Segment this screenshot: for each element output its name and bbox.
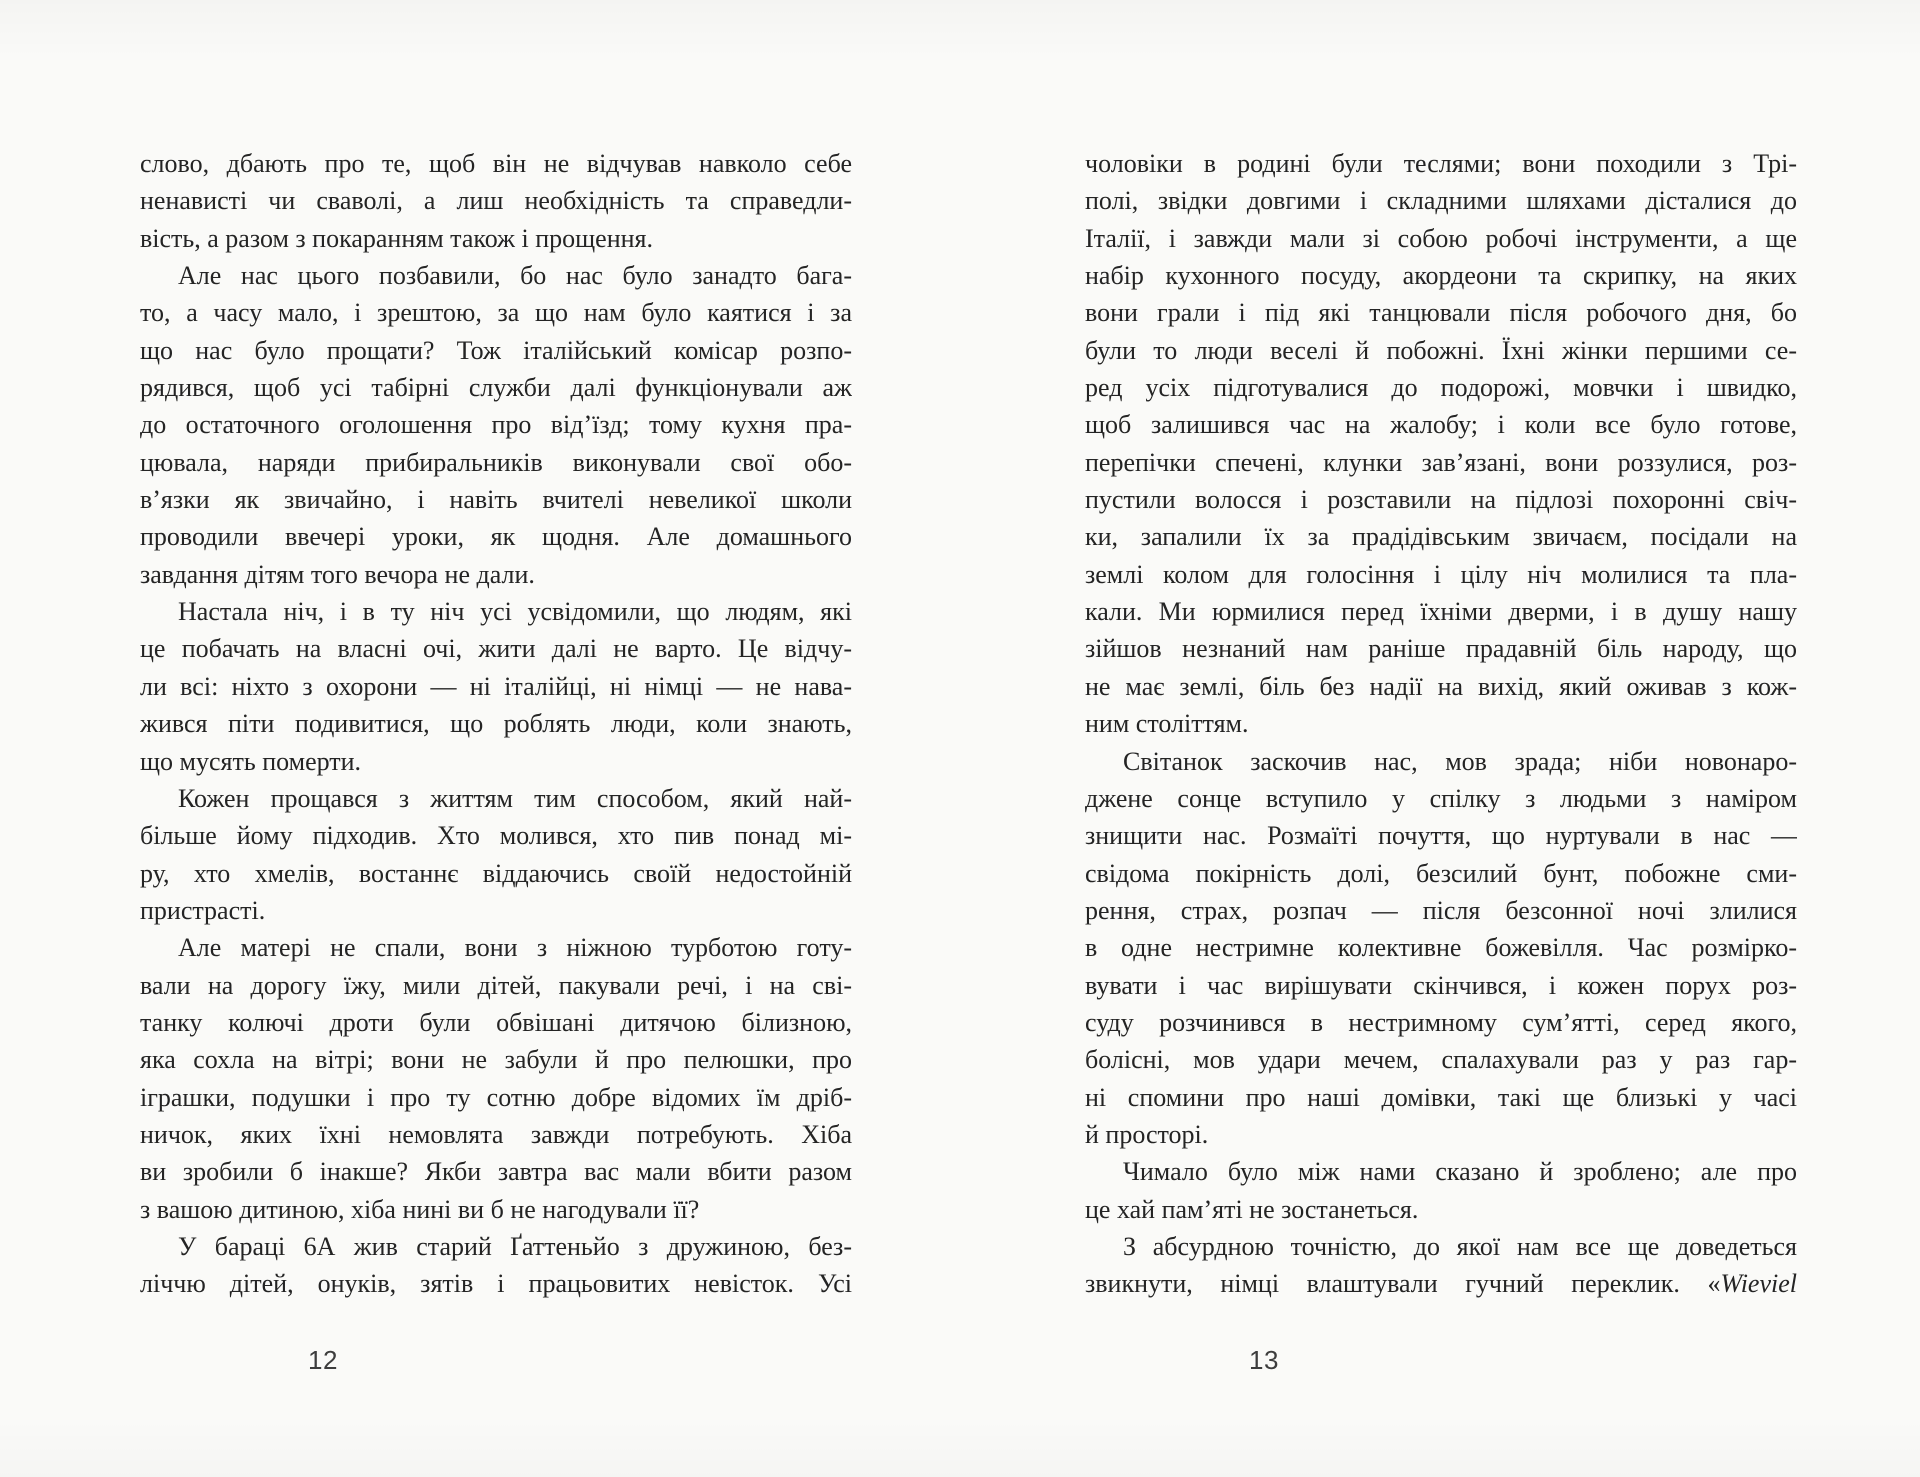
text-line: й просторі.	[1085, 1119, 1209, 1149]
text-line: були то люди веселі й побожні. Їхні жінки першими се-	[1085, 335, 1797, 365]
text-line: пристрасті.	[140, 895, 266, 925]
text-line: цювала, наряди прибиральників виконували свої обо-	[140, 447, 852, 477]
text-line: жився піти подивитися, що роблять люди, коли знають,	[140, 709, 852, 739]
text-line: набір кухонного посуду, акордеони та скрипку, на яких	[1085, 261, 1797, 291]
text-line: звикнути, німці влаштували гучний переклик. «Wieviel	[1085, 1269, 1797, 1299]
page-number-right: 13	[1249, 1345, 1279, 1375]
text-line: ви зробили б інакше? Якби завтра вас мали вбити разом	[140, 1157, 852, 1187]
text-line: Чимало було між нами сказано й зроблено; але про	[1123, 1157, 1797, 1187]
page-number-left: 12	[308, 1345, 338, 1375]
text-line: слово, дбають про те, щоб він не відчував навколо себе	[140, 149, 852, 178]
text-line: ні спомини про наші домівки, такі ще близькі у часі	[1085, 1082, 1797, 1112]
text-line: ки, запалили їх за прадідівським звичаєм, посідали на	[1085, 522, 1797, 552]
text-line: в’язки як звичайно, і навіть вчителі невеликої школи	[140, 485, 852, 515]
text-line: що нас було прощати? Тож італійський комісар розпо-	[140, 335, 852, 365]
text-line: ред усіх підготувалися до подорожі, мовчки і швидко,	[1085, 373, 1797, 403]
text-line: з вашою дитиною, хіба нині ви б не нагодували її?	[140, 1194, 700, 1224]
text-line: Світанок заскочив нас, мов зрада; ніби новонаро-	[1123, 746, 1797, 776]
text-line: більше йому підходив. Хто молився, хто пив понад мі-	[140, 821, 852, 851]
text-line: іграшки, подушки і про ту сотню добре відомих їм дріб-	[140, 1082, 852, 1112]
text-line: Кожен прощався з життям тим способом, який най-	[178, 783, 852, 813]
page-left-text	[140, 145, 852, 1303]
text-line: ненависті чи сваволі, а лиш необхідність та справедли-	[140, 186, 852, 216]
text-line: ним століттям.	[1085, 709, 1249, 739]
text-line: це побачать на власні очі, жити далі не варто. Це відчу-	[140, 634, 852, 664]
text-line: зійшов незнаний нам раніше прадавній біль народу, що	[1085, 634, 1797, 664]
text-line: суду розчинився в нестримному сум’ятті, серед якого,	[1085, 1007, 1797, 1037]
text-line: до остаточного оголошення про від’їзд; тому кухня пра-	[140, 410, 852, 440]
text-line: це хай пам’яті не зостанеться.	[1085, 1194, 1419, 1224]
text-line: проводили ввечері уроки, як щодня. Але домашнього	[140, 522, 852, 552]
text-line: Настала ніч, і в ту ніч усі усвідомили, що людям, які	[178, 597, 852, 627]
text-line: рення, страх, розпач — після безсонної ночі злилися	[1085, 895, 1797, 925]
text-line: болісні, мов удари мечем, спалахували раз у раз гар-	[1085, 1045, 1797, 1075]
text-line: перепічки спечені, клунки зав’язані, вони роззулися, роз-	[1085, 447, 1797, 477]
text-line: джене сонце вступило у спілку з людьми з наміром	[1085, 783, 1797, 813]
text-line: ру, хто хмелів, востаннє віддаючись своїй недостойній	[140, 858, 852, 888]
text-line: ли всі: ніхто з охорони — ні італійці, ні німці — не нава-	[140, 671, 852, 701]
text-line: вони грали і під які танцювали після робочого дня, бо	[1085, 298, 1797, 328]
text-line: в одне нестримне колективне божевілля. Час розмірко-	[1085, 933, 1797, 963]
text-line: землі колом для голосіння і цілу ніч молилися та пла-	[1085, 559, 1797, 589]
text-line: що мусять померти.	[140, 746, 362, 776]
text-line: то, а часу мало, і зрештою, за що нам було каятися і за	[140, 298, 852, 328]
text-line: не має землі, біль без надії на вихід, який оживав з кож-	[1085, 671, 1797, 701]
text-line: знищити нас. Розмаїті почуття, що нуртували в нас —	[1085, 821, 1797, 851]
text-line: чоловіки в родині були теслями; вони походили з Трі-	[1085, 149, 1797, 178]
text-line: Але матері не спали, вони з ніжною турботою готу-	[178, 933, 852, 963]
text-line: свідома покірність долі, безсилий бунт, побожне сми-	[1085, 858, 1797, 888]
text-line: вувати і час вирішувати скінчився, і кожен порух роз-	[1085, 970, 1797, 1000]
text-line: рядився, щоб усі табірні служби далі функціонували аж	[140, 373, 852, 403]
text-line: пустили волосся і розставили на підлозі похоронні свіч-	[1085, 485, 1797, 515]
text-line: У бараці 6А жив старий Ґаттеньйо з дружиною, без-	[178, 1231, 852, 1261]
text-line: З абсурдною точністю, до якої нам все ще доведеться	[1123, 1231, 1797, 1261]
text-line: щоб залишився час на жалобу; і коли все було готове,	[1085, 410, 1797, 440]
text-line: завдання дітям того вечора не дали.	[140, 559, 535, 589]
text-line: кали. Ми юрмилися перед їхніми дверми, і в душу нашу	[1085, 597, 1797, 627]
text-line: Італії, і завжди мали зі собою робочі інструменти, а ще	[1085, 223, 1797, 253]
text-line: ліччю дітей, онуків, зятів і працьовитих невісток. Усі	[140, 1269, 852, 1299]
text-line: танку колючі дроти були обвішані дитячою білизною,	[140, 1007, 852, 1037]
text-line: полі, звідки довгими і складними шляхами дісталися до	[1085, 186, 1797, 216]
text-line: Але нас цього позбавили, бо нас було занадто бага-	[178, 261, 852, 291]
text-line: вали на дорогу їжу, мили дітей, пакували речі, і на сві-	[140, 970, 852, 1000]
text-line: ничок, яких їхні немовлята завжди потребують. Хіба	[140, 1119, 852, 1149]
text-line: яка сохла на вітрі; вони не забули й про пелюшки, про	[140, 1045, 852, 1075]
page-right-text	[1085, 145, 1797, 1303]
text-line: вість, а разом з покаранням також і прощення.	[140, 223, 653, 253]
